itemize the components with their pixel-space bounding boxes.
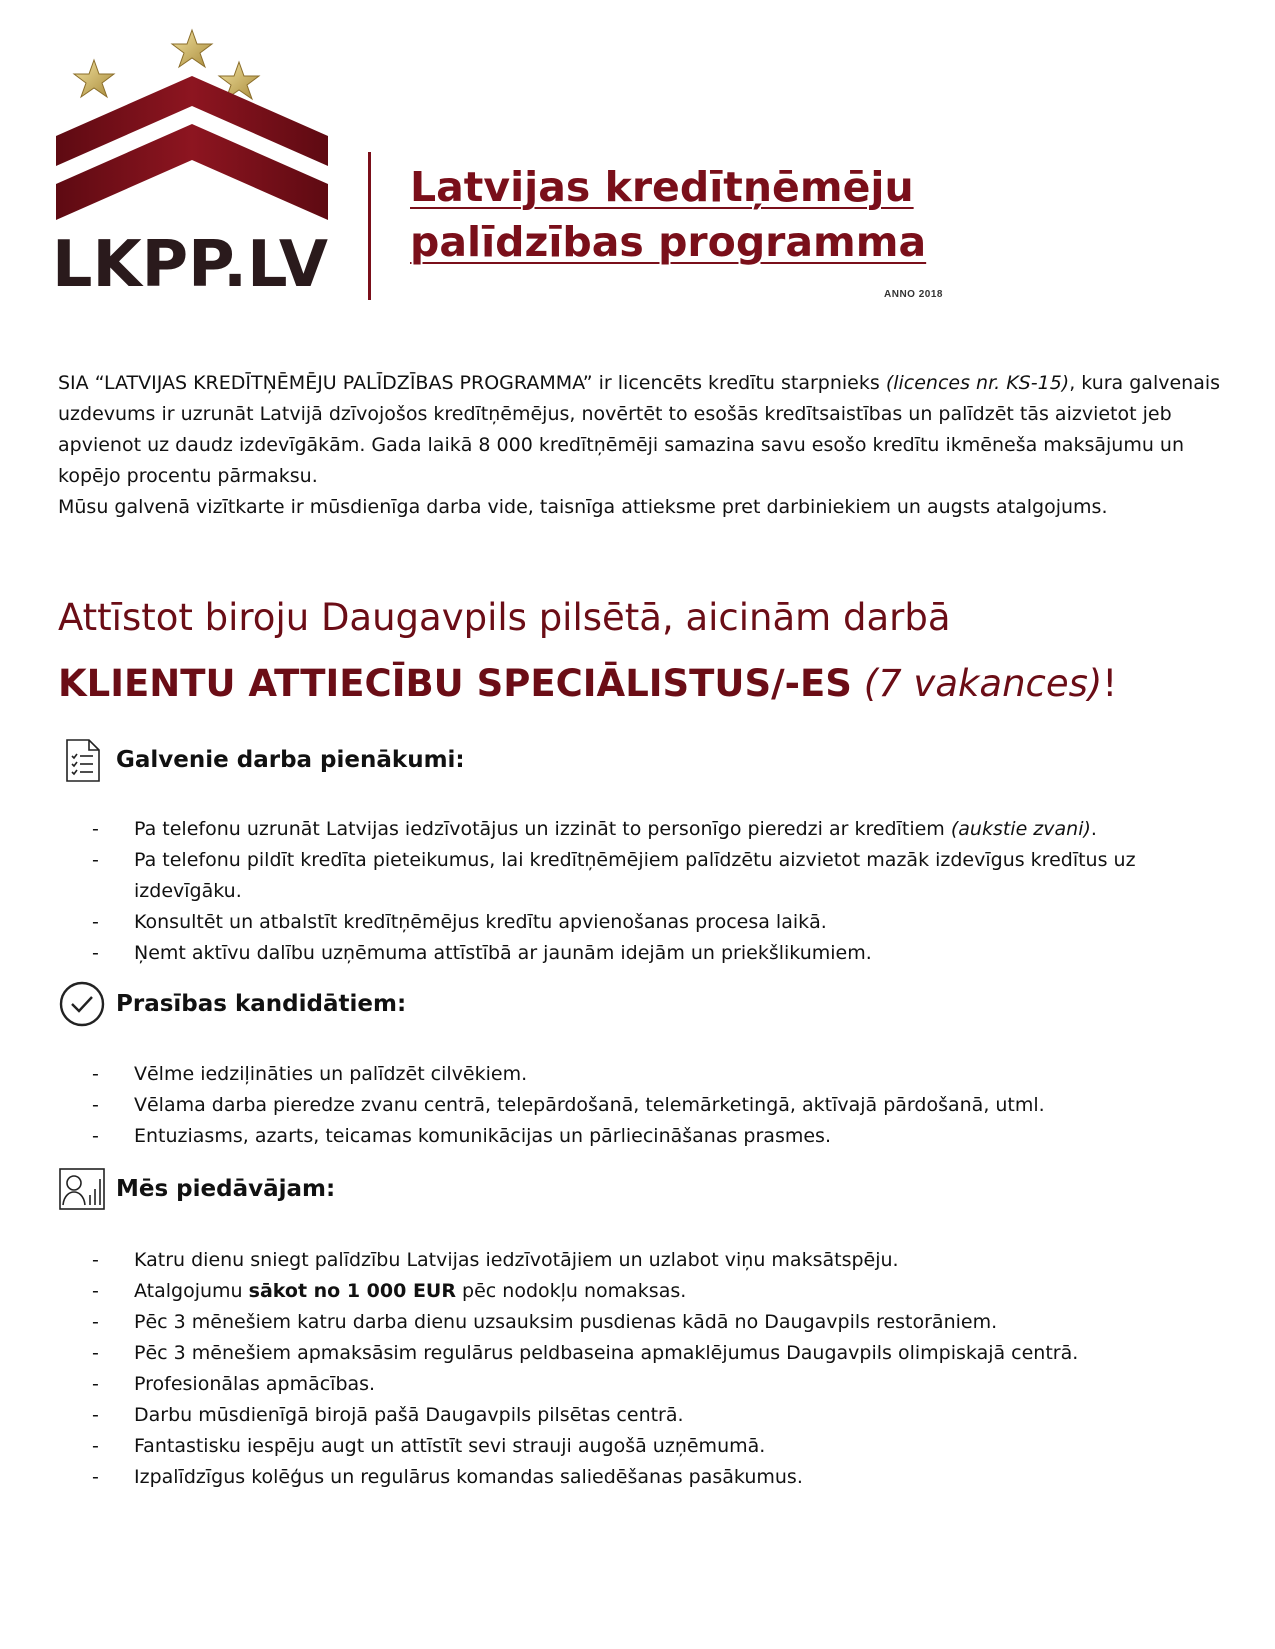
logo-divider <box>368 152 371 300</box>
check-circle-icon <box>58 980 106 1028</box>
intro-paragraph-1 <box>58 368 1228 492</box>
list-item: - Pa telefonu pildīt kredīta pieteikumus, lai kredītņēmējiem palīdzētu aizvietot mazāk izdevīgus kredītus uz izdevīgāku. <box>92 845 1237 907</box>
intro-text <box>58 368 1228 523</box>
requirements-list <box>92 1059 1237 1152</box>
licence-number: (licences nr. KS-15) <box>885 372 1070 394</box>
list-item: - Darbu mūsdienīgā birojā pašā Daugavpils pilsētas centrā. <box>92 1400 1237 1431</box>
headline-line2 <box>58 651 1238 717</box>
brand-title <box>410 160 970 269</box>
list-item: - Vēlme iedziļināties un palīdzēt cilvēkiem. <box>92 1059 1237 1090</box>
list-item: - Profesionālas apmācības. <box>92 1369 1237 1400</box>
logo-text: LKPP.LV <box>52 228 329 302</box>
list-item: - Izpalīdzīgus kolēģus un regulārus komandas saliedēšanas pasākumus. <box>92 1462 1237 1493</box>
person-chart-icon <box>58 1165 106 1213</box>
duties-title: Galvenie darba pienākumi: <box>116 747 465 773</box>
list-item-text: Pa telefonu uzrunāt Latvijas iedzīvotājus un izzināt to personīgo pieredzi ar kredītiem <box>134 818 951 840</box>
list-item: - Pēc 3 mēnešiem apmaksāsim regulārus peldbaseina apmaklējumus Daugavpils olimpiskajā centrā. <box>92 1338 1237 1369</box>
list-item: - Pēc 3 mēnešiem katru darba dienu uzsauksim pusdienas kādā no Daugavpils restorāniem. <box>92 1307 1237 1338</box>
intro-paragraph-2: Mūsu galvenā vizītkarte ir mūsdienīga darba vide, taisnīga attieksme pret darbiniekiem un augsts atalgojums. <box>58 496 1108 518</box>
list-item: - Katru dienu sniegt palīdzību Latvijas iedzīvotājiem un uzlabot viņu maksātspēju. <box>92 1245 1237 1276</box>
vacancy-count: (7 vakances) <box>863 662 1103 705</box>
requirements-title: Prasības kandidātiem: <box>116 991 407 1017</box>
list-item-text: . <box>1090 818 1097 840</box>
headline-exclamation: ! <box>1102 662 1118 705</box>
offer-list <box>92 1245 1237 1493</box>
brand-title-line1: Latvijas kredītņēmēju <box>410 163 914 211</box>
intro-text-part: SIA “LATVIJAS KREDĪTŅĒMĒJU PALĪDZĪBAS PROGRAMMA” ir licencēts kredītu starpnieks <box>58 372 886 394</box>
job-title: KLIENTU ATTIECĪBU SPECIĀLISTUS/-ES <box>58 662 852 705</box>
checklist-document-icon <box>58 736 106 784</box>
list-item: - Entuziasms, azarts, teicamas komunikācijas un pārliecināšanas prasmes. <box>92 1121 1237 1152</box>
list-item: - Vēlama darba pieredze zvanu centrā, telepārdošanā, telemārketingā, aktīvajā pārdošanā, utml. <box>92 1090 1237 1121</box>
duties-list <box>92 814 1237 969</box>
offer-heading <box>58 1165 335 1213</box>
list-item: - Ņemt aktīvu dalību uzņēmuma attīstībā ar jaunām idejām un priekšlikumiem. <box>92 938 1237 969</box>
list-item <box>92 814 1237 845</box>
list-item: - Konsultēt un atbalstīt kredītņēmējus kredītu apvienošanas procesa laikā. <box>92 907 1237 938</box>
brand-title-line2: palīdzības programma <box>410 217 927 266</box>
list-item <box>92 1276 1237 1307</box>
brand-anno: ANNO 2018 <box>884 289 943 300</box>
salary-amount: sākot no 1 000 EUR <box>248 1280 456 1302</box>
list-item-text: Atalgojumu <box>134 1280 249 1302</box>
offer-title: Mēs piedāvājam: <box>116 1176 336 1202</box>
lkpp-logo <box>52 24 342 304</box>
job-headline <box>58 585 1238 717</box>
headline-line1: Attīstot biroju Daugavpils pilsētā, aicinām darbā <box>58 596 951 639</box>
intro-text-part: , kura galvenais uzdevums ir uzrunāt Latvijā dzīvojošos kredītņēmējus, novērtēt to esošās kredītsaistības un palīdzēt tās aizvietot jeb apvienot uz daudz izdevīgākām. Gada laikā 8 000 kredītņēmēji samazina savu esošo kredītu ikmēneša maksājumu un kopējo procentu pārmaksu. <box>58 372 1221 487</box>
requirements-heading <box>58 980 406 1028</box>
list-item-text: pēc nodokļu nomaksas. <box>456 1280 687 1302</box>
duties-heading <box>58 736 465 784</box>
list-item-italic: (aukstie zvani) <box>950 818 1091 840</box>
list-item: - Fantastisku iespēju augt un attīstīt sevi strauji augošā uzņēmumā. <box>92 1431 1237 1462</box>
